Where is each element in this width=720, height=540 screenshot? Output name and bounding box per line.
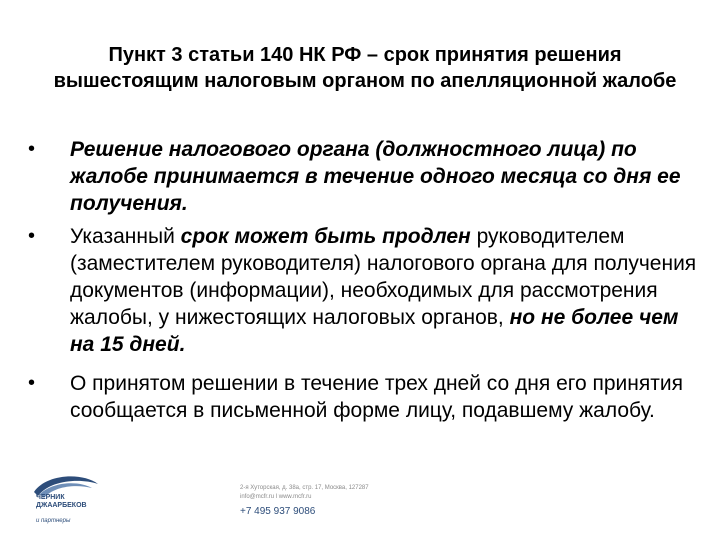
footer-email-web: info@mcfr.ru l www.mcfr.ru: [240, 494, 312, 500]
bullet-text: Указанный: [70, 225, 181, 248]
bullet-text: руководителем (заместителем руководителя) налогового органа для получения документов (информации), необходимых для рассмотрения жалобы, у нижестоящих налоговых органов,: [70, 225, 697, 329]
bullet-list: [28, 136, 698, 424]
bullet-marker: •: [28, 372, 36, 394]
footer-address: 2-я Хуторская, д. 38а, стр. 17, Москва, 127287: [240, 485, 369, 491]
logo-subtitle: и партнеры: [36, 518, 71, 524]
slide-title: Пункт 3 статьи 140 НК РФ – срок принятия решения вышестоящим налоговым органом по апелляционной жалобе: [53, 44, 677, 92]
footer-contacts: [240, 484, 369, 502]
bullet-item: [28, 136, 698, 217]
bullet-emphasis: но не более чем на 15 дней.: [70, 306, 679, 356]
bullet-emphasis: срок может быть продлен: [180, 225, 471, 248]
bullet-marker: •: [28, 138, 36, 160]
bullet-text: О принятом решении в течение трех дней со дня его принятия сообщается в письменной форме лицу, подавшему жалобу.: [70, 372, 683, 422]
footer-phone: +7 495 937 9086: [240, 506, 316, 517]
bullet-item: [28, 223, 698, 358]
bullet-text: Решение налогового органа (должностного лица) по жалобе принимается в течение одного месяца со дня ее получения.: [70, 138, 681, 215]
bullet-item: [28, 370, 698, 424]
logo-name: ЧЕРНИК ДЖААРБЕКОВ: [36, 494, 87, 509]
bullet-marker: •: [28, 225, 36, 247]
